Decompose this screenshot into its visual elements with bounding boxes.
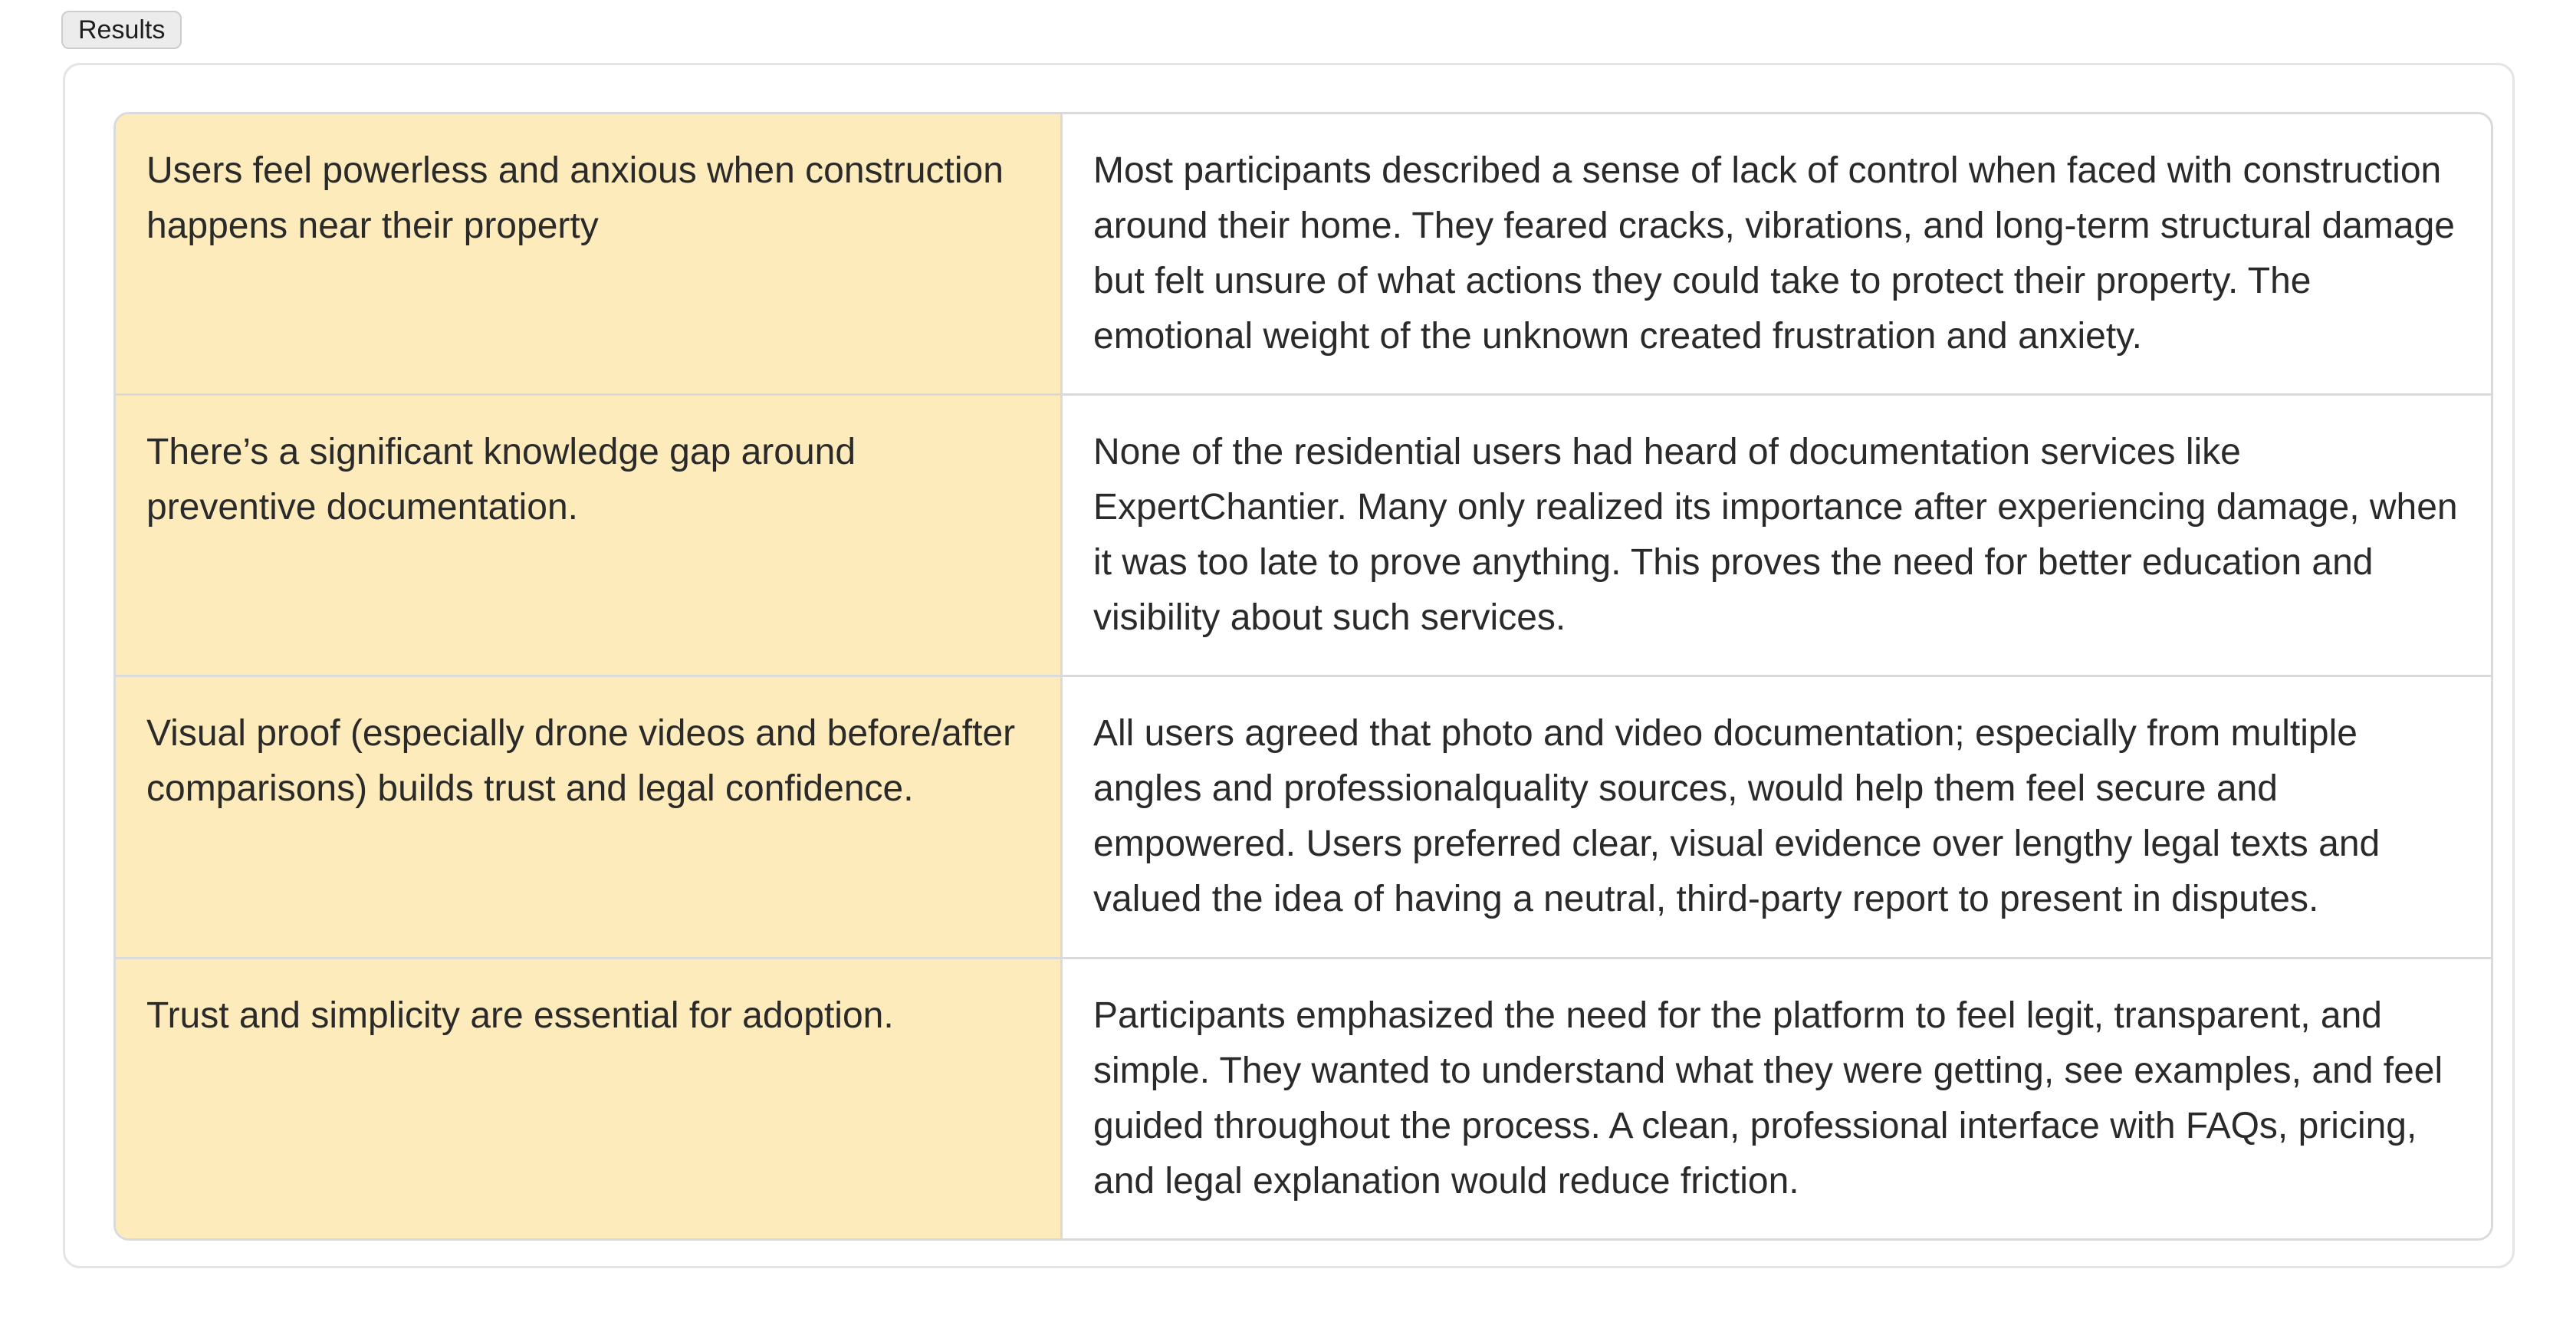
- table-row: [116, 395, 2491, 676]
- detail-cell: Participants emphasized the need for the platform to feel legit, transparent, and simple. They wanted to understand what they were getting, see examples, and feel guided throughout the process. A clean, professional interface with FAQs, pricing, and legal explanation would reduce friction.: [1062, 958, 2492, 1238]
- finding-cell: Visual proof (especially drone videos and before/after comparisons) builds trust and legal confidence.: [116, 676, 1062, 958]
- table-row: [116, 958, 2491, 1238]
- table-row: [116, 676, 2491, 958]
- detail-cell: All users agreed that photo and video documentation; especially from multiple angles and professionalquality sources, would help them feel secure and empowered. Users preferred clear, visual evidence over lengthy legal texts and valued the idea of having a neutral, third-party report to present in disputes.: [1062, 676, 2492, 958]
- detail-cell: Most participants described a sense of lack of control when faced with construction around their home. They feared cracks, vibrations, and long-term structural damage but felt unsure of what actions they could take to protect their property. The emotional weight of the unknown created frustration and anxiety.: [1062, 114, 2492, 395]
- finding-cell: There’s a significant knowledge gap around preventive documentation.: [116, 395, 1062, 676]
- results-tag: Results: [61, 11, 182, 49]
- results-table: [113, 112, 2493, 1241]
- finding-cell: Trust and simplicity are essential for adoption.: [116, 958, 1062, 1238]
- finding-cell: Users feel powerless and anxious when construction happens near their property: [116, 114, 1062, 395]
- table-row: [116, 114, 2491, 395]
- results-frame: [63, 63, 2515, 1268]
- detail-cell: None of the residential users had heard of documentation services like ExpertChantier. Many only realized its importance after experiencing damage, when it was too late to prove anything. This proves the need for better education and visibility about such services.: [1062, 395, 2492, 676]
